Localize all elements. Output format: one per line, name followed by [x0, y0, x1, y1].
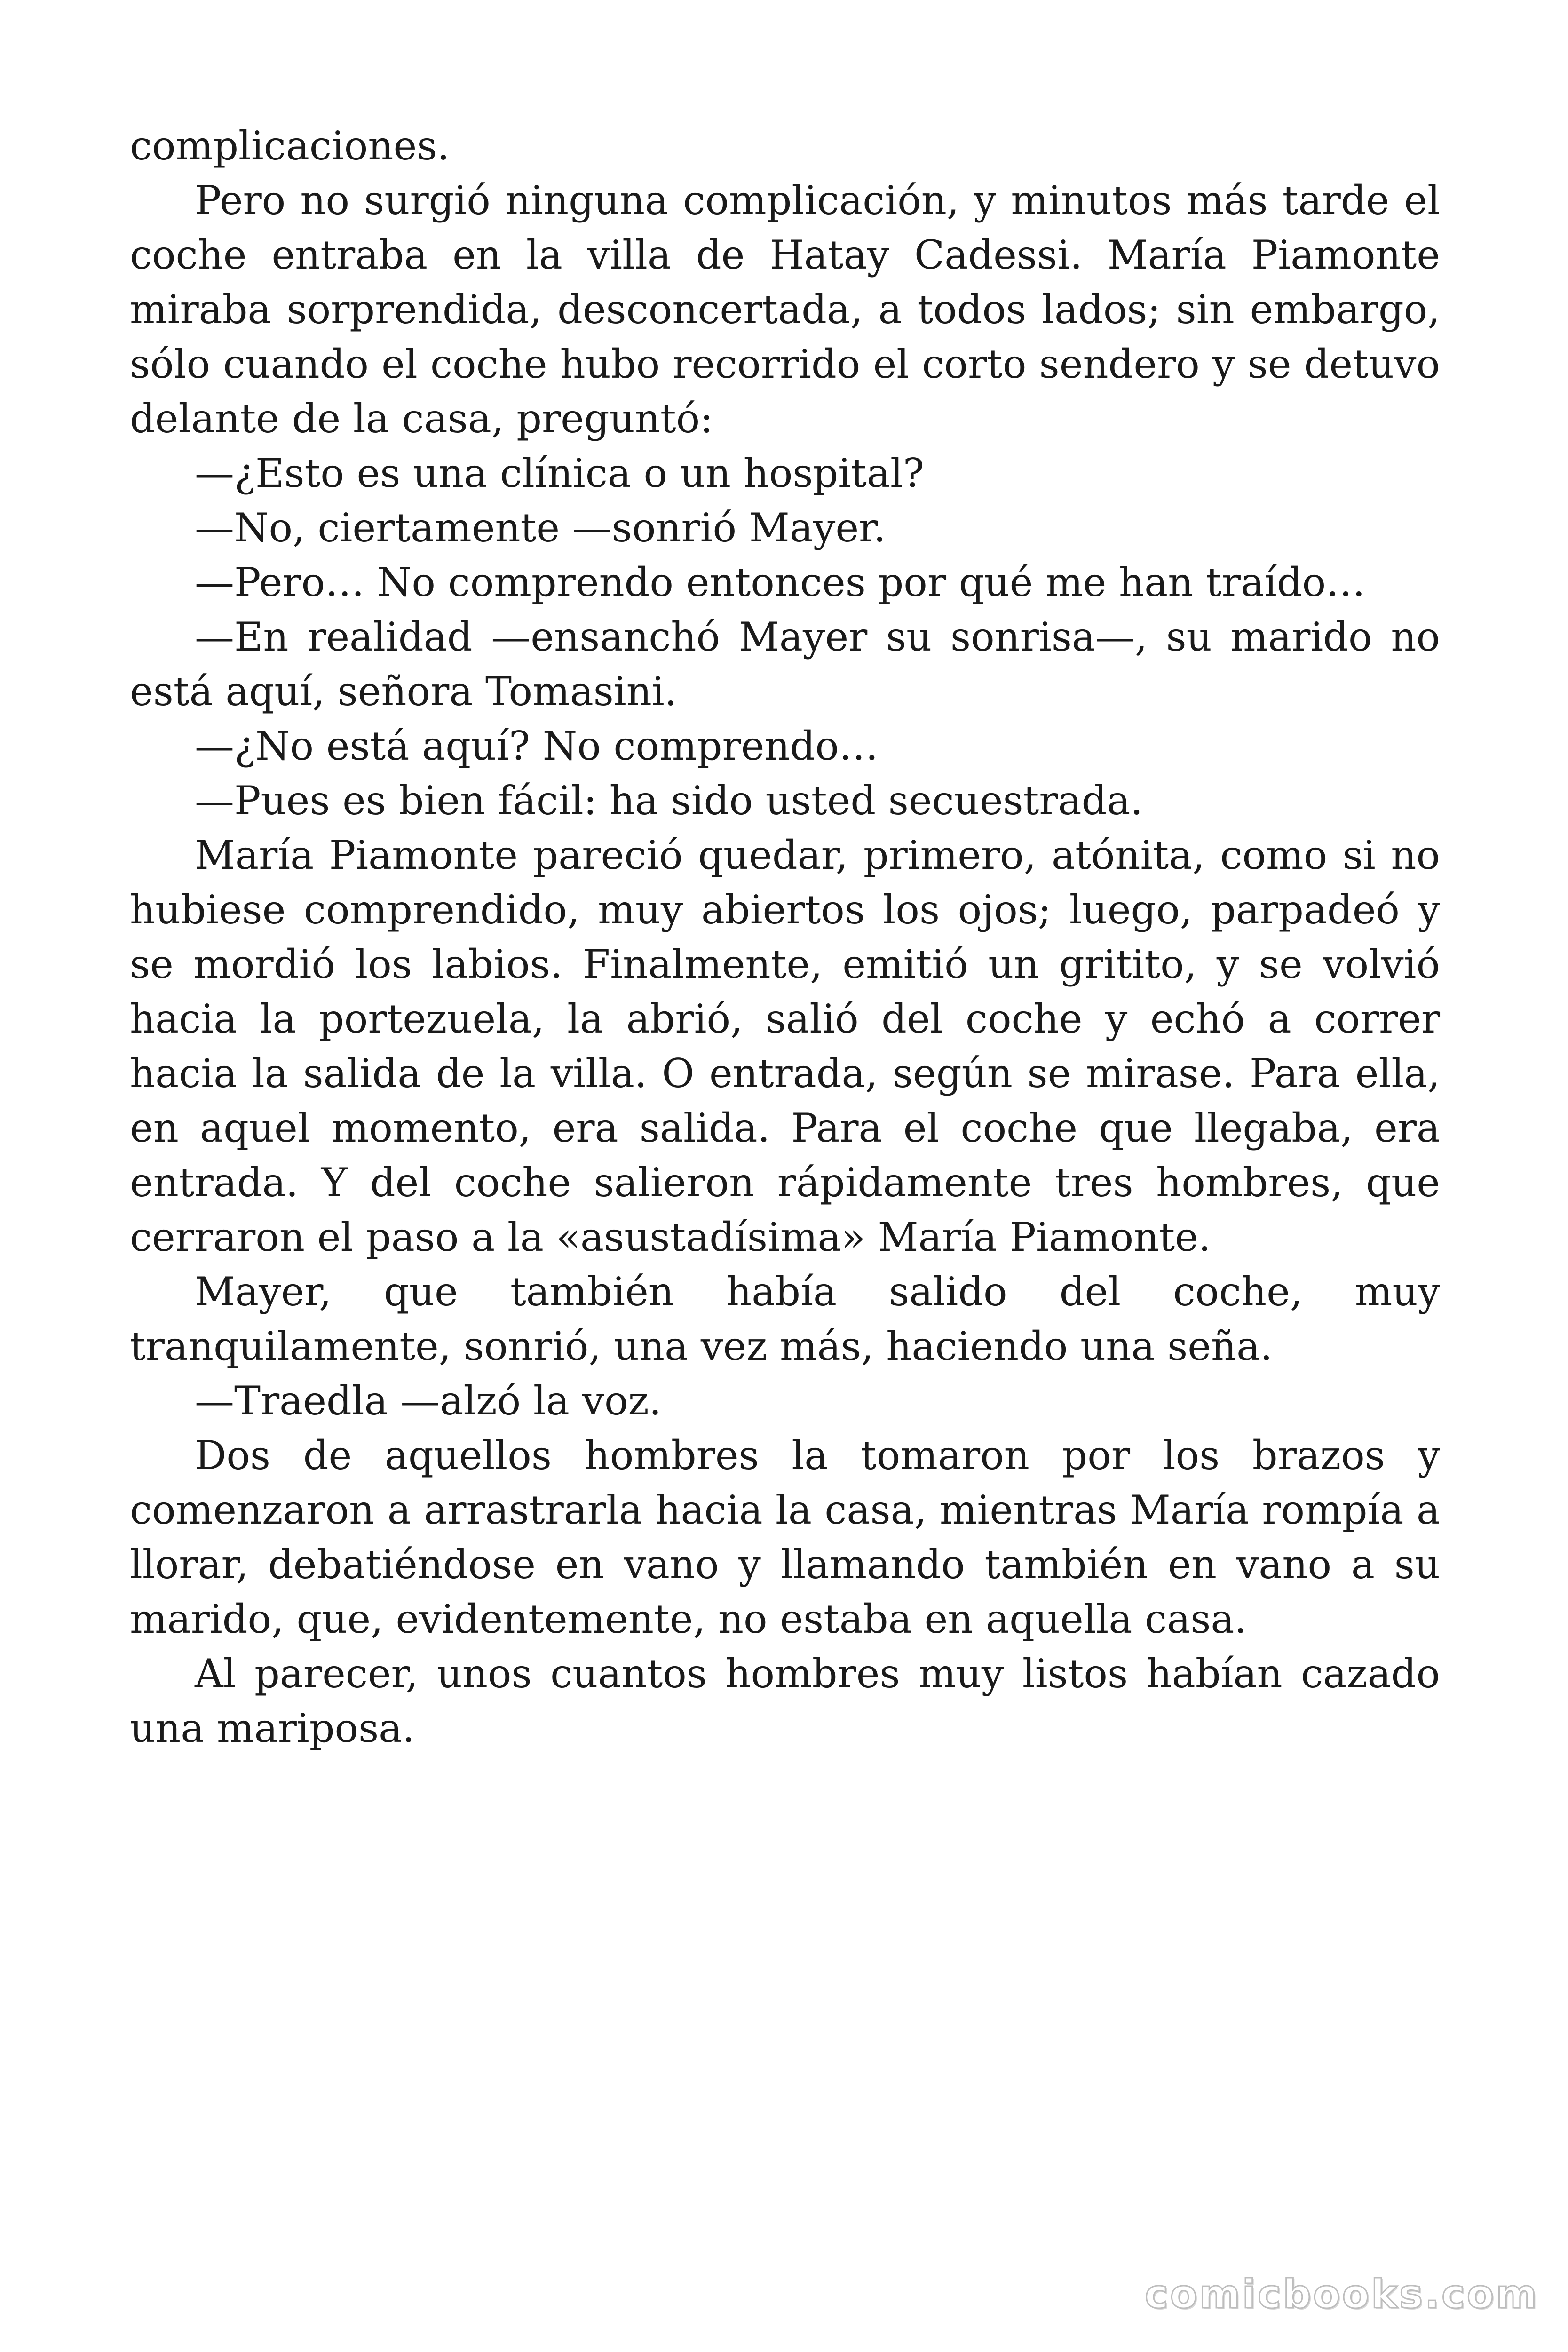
paragraph: complicaciones. [130, 123, 450, 169]
dialogue-line: —¿Esto es una clínica o un hospital? [195, 450, 924, 496]
paragraph: Mayer, que también había salido del coche, muy tranquilamente, sonrió, una vez más, haciendo una seña. [130, 1269, 1440, 1369]
dialogue-line: —¿No está aquí? No comprendo… [195, 723, 879, 769]
watermark: comicbooks.com [1145, 2271, 1539, 2317]
paragraph: Al parecer, unos cuantos hombres muy listos habían cazado una mariposa. [130, 1651, 1440, 1751]
dialogue-line: —No, ciertamente —sonrió Mayer. [195, 505, 886, 551]
paragraph: Pero no surgió ninguna complicación, y minutos más tarde el coche entraba en la villa de Hatay Cadessi. María Piamonte miraba sorprendida, desconcertada, a todos lados; sin embargo, sólo cuando el coche hubo recorrido el corto sendero y se detuvo delante de la casa, preguntó: [130, 177, 1440, 442]
paragraph: María Piamonte pareció quedar, primero, atónita, como si no hubiese comprendido, muy abiertos los ojos; luego, parpadeó y se mordió los labios. Finalmente, emitió un gritito, y se volvió hacia la portezuela, la abrió, salió del coche y echó a correr hacia la salida de la villa. O entrada, según se mirase. Para ella, en aquel momento, era salida. Para el coche que llegaba, era entrada. Y del coche salieron rápidamente tres hombres, que cerraron el paso a la «asustadísima» María Piamonte. [130, 832, 1440, 1260]
paragraph: Dos de aquellos hombres la tomaron por los brazos y comenzaron a arrastrarla hacia la casa, mientras María rompía a llorar, debatiéndose en vano y llamando también en vano a su marido, que, evidentemente, no estaba en aquella casa. [130, 1432, 1440, 1642]
document-body [130, 119, 1440, 1756]
dialogue-line: —Pues es bien fácil: ha sido usted secuestrada. [195, 778, 1143, 824]
dialogue-line: —Pero… No comprendo entonces por qué me han traído… [195, 559, 1366, 605]
dialogue-line: —En realidad —ensanchó Mayer su sonrisa—, su marido no está aquí, señora Tomasini. [130, 614, 1440, 715]
dialogue-line: —Traedla —alzó la voz. [195, 1378, 662, 1424]
